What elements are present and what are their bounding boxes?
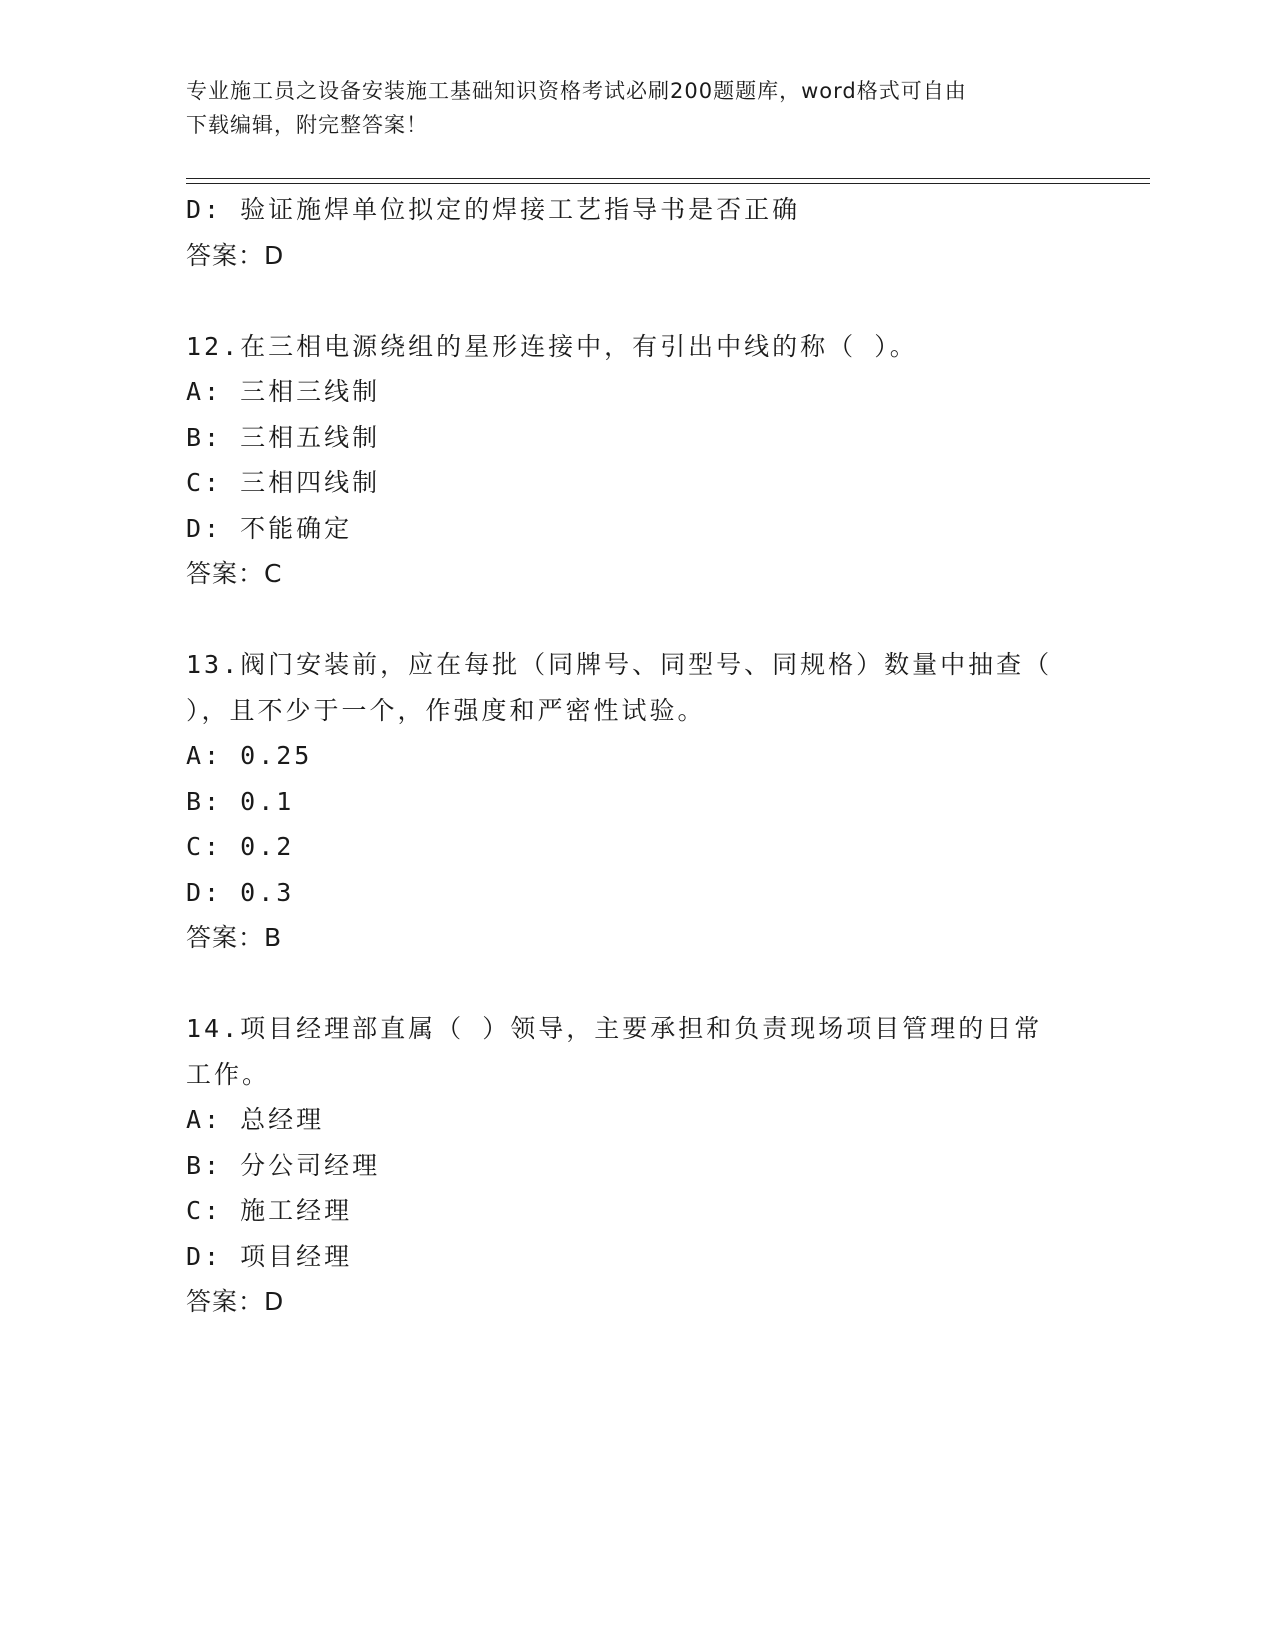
option-d: D: 0.3	[186, 877, 295, 907]
question-stem-line-2: ），且不少于一个，作强度和严密性试验。	[186, 695, 706, 725]
option-a: A: 0.25	[186, 741, 313, 770]
option-c: C: 0.2	[186, 832, 295, 861]
answer-line: 答案：C	[186, 559, 283, 588]
question-stem-line-1: 13.阀门安装前，应在每批（同牌号、同型号、同规格）数量中抽查（	[186, 650, 1053, 679]
question-12	[186, 324, 1086, 597]
answer-line: 答案：D	[186, 1287, 285, 1316]
document-header	[186, 74, 1066, 142]
option-a: A: 总经理	[186, 1105, 325, 1134]
carryover-block	[186, 187, 1086, 278]
option-b: B: 三相五线制	[186, 422, 381, 452]
document-body	[186, 187, 1086, 1325]
question-14	[186, 1006, 1086, 1325]
option-a: A: 三相三线制	[186, 377, 381, 406]
header-divider-top	[186, 178, 1150, 179]
answer-line: 答案：D	[186, 240, 285, 270]
question-stem-line-2: 工作。	[186, 1059, 271, 1089]
option-d: D: 验证施焊单位拟定的焊接工艺指导书是否正确	[186, 195, 801, 224]
option-d: D: 项目经理	[186, 1241, 353, 1271]
option-b: B: 0.1	[186, 786, 295, 816]
question-13	[186, 642, 1086, 961]
header-divider-bottom	[186, 183, 1150, 184]
option-c: C: 施工经理	[186, 1196, 353, 1225]
header-line-2: 下载编辑，附完整答案！	[186, 113, 428, 137]
option-b: B: 分公司经理	[186, 1150, 381, 1180]
option-d: D: 不能确定	[186, 513, 353, 543]
answer-line: 答案：B	[186, 923, 283, 952]
question-stem-line-1: 14.项目经理部直属（ ）领导，主要承担和负责现场项目管理的日常	[186, 1014, 1043, 1043]
option-c: C: 三相四线制	[186, 468, 381, 497]
header-line-1: 专业施工员之设备安装施工基础知识资格考试必刷200题题库，word格式可自由	[186, 79, 967, 103]
question-stem: 12.在三相电源绕组的星形连接中，有引出中线的称（ ）。	[186, 331, 918, 361]
